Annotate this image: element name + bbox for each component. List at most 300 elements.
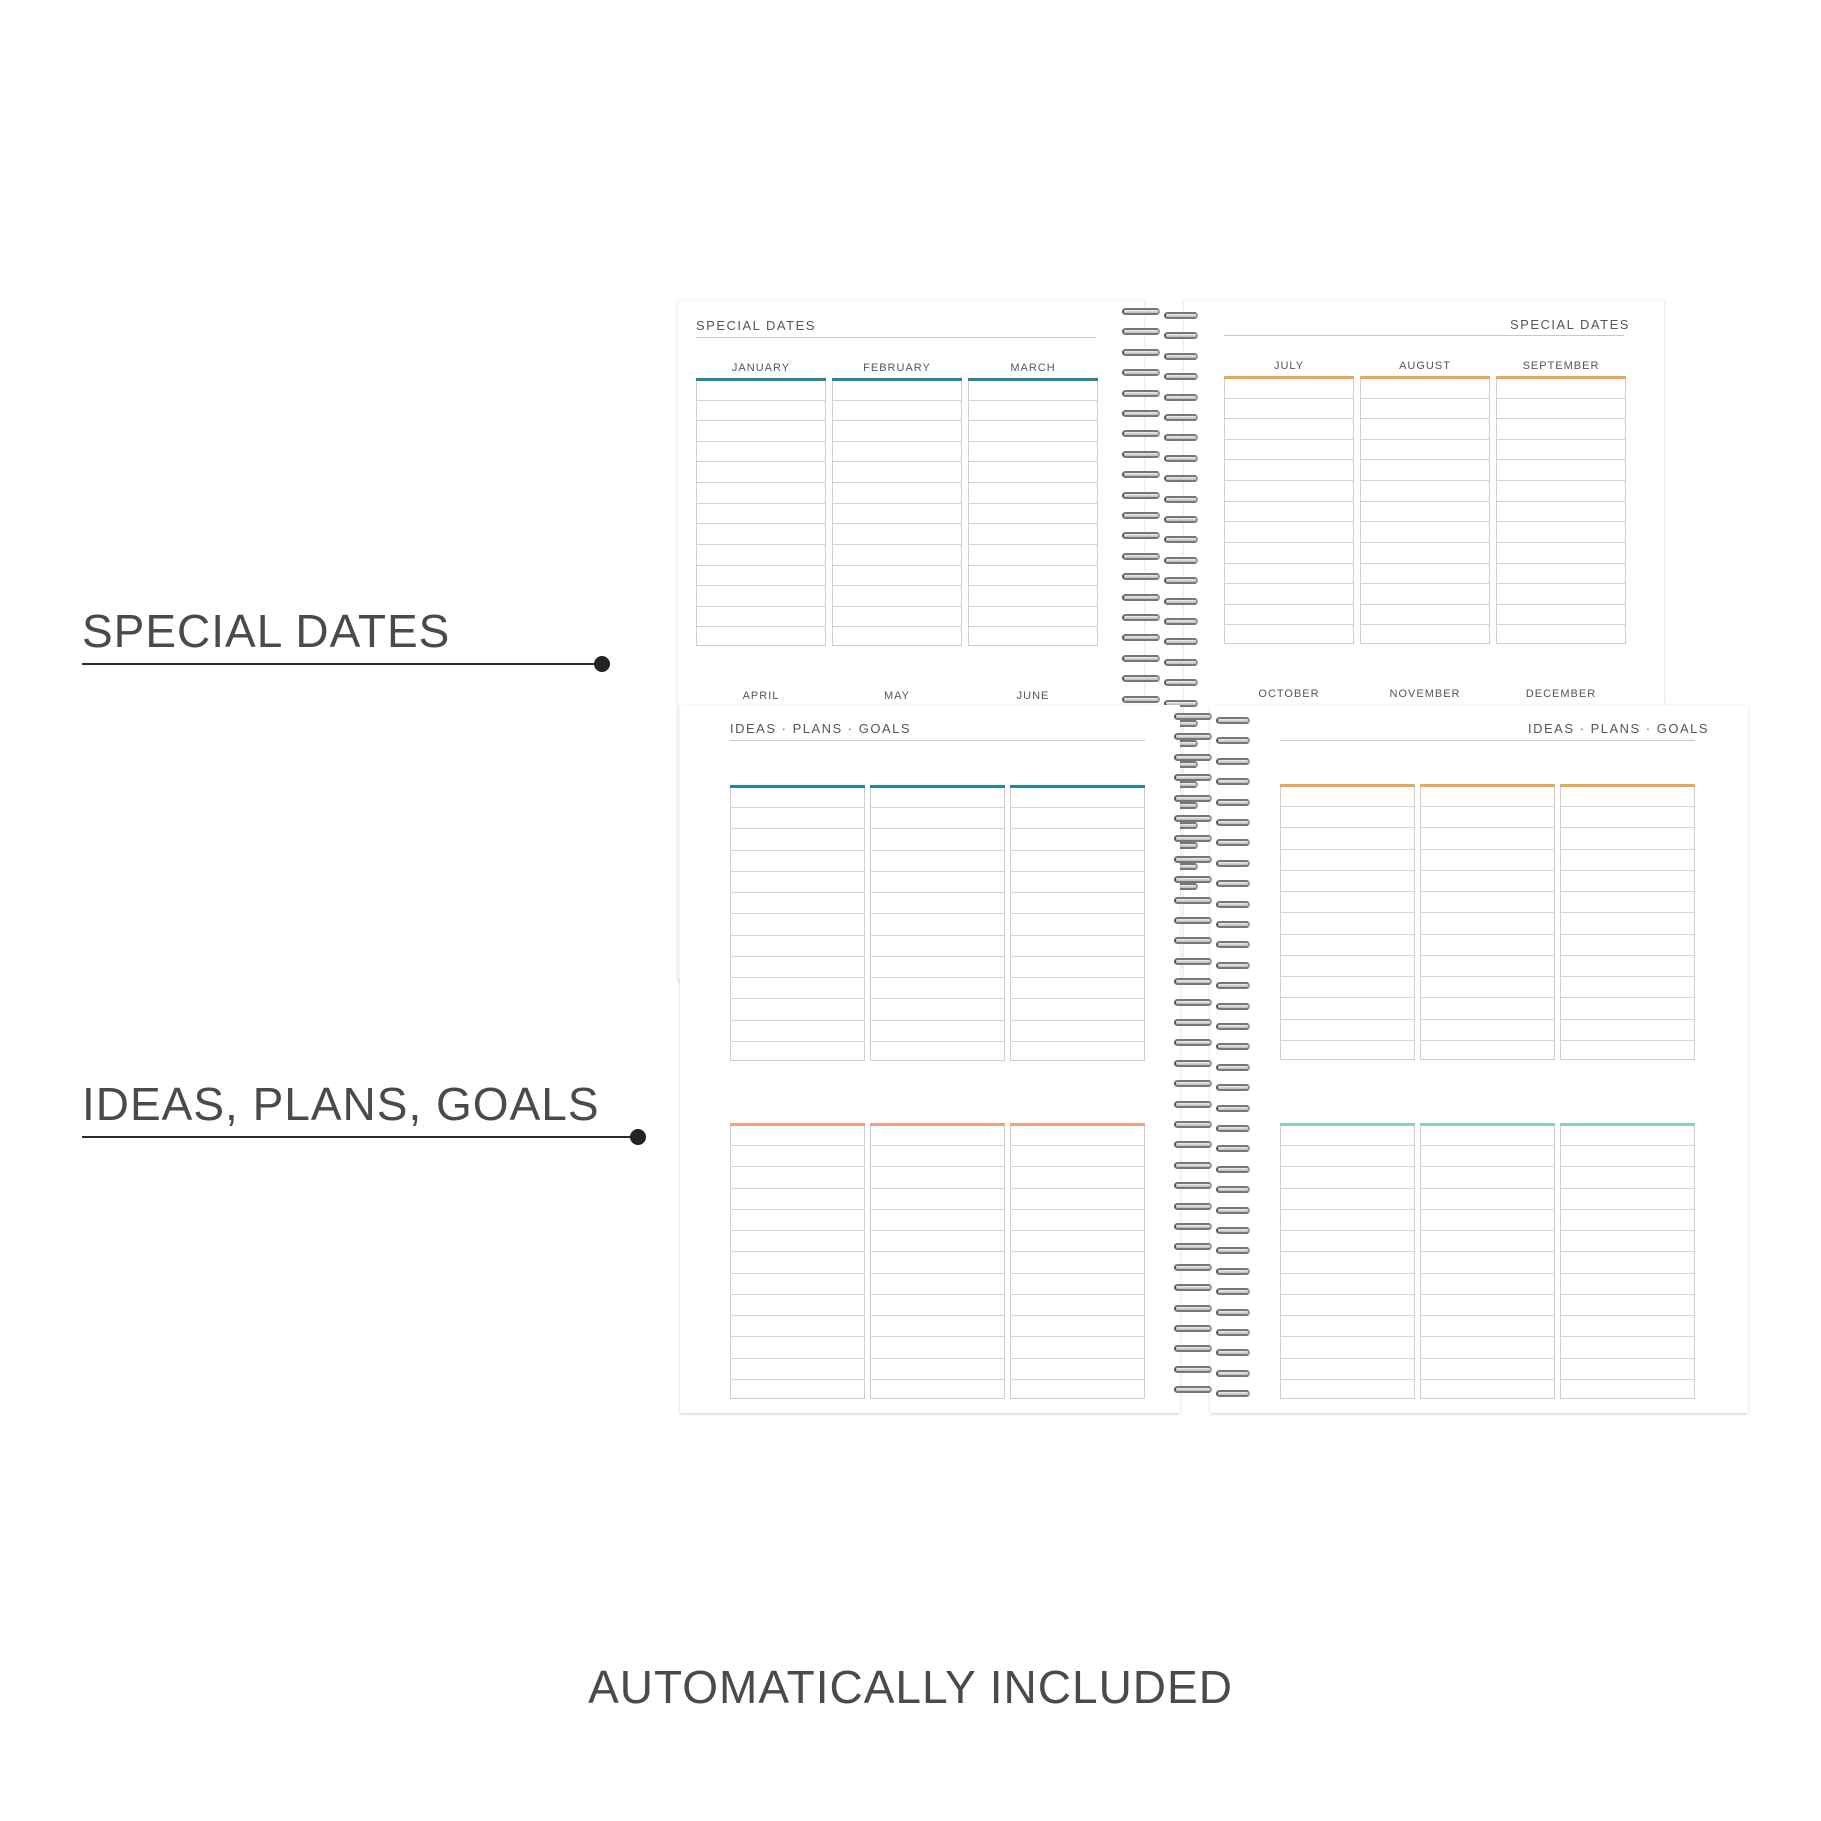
spiral-coil [1122,471,1160,478]
ruled-line [1281,1230,1414,1231]
ruled-line [1561,891,1694,892]
spiral-coil [1216,982,1250,989]
spiral-coil [1122,614,1160,621]
ruled-line [1421,806,1554,807]
ruled-line [731,1336,864,1337]
callout-ideas-leader [82,1136,638,1138]
spiral-coil [1216,1329,1250,1336]
ruled-line [1361,542,1489,543]
ruled-line [1421,891,1554,892]
spiral-coil [1122,390,1160,397]
ruled-line [1225,521,1353,522]
special-dates-right-title: SPECIAL DATES [1510,317,1630,332]
ruled-line [871,998,1004,999]
ruled-line [1421,1230,1554,1231]
ruled-line [1561,912,1694,913]
spiral-coil [1164,679,1198,686]
ruled-line [969,420,1097,421]
spiral-coil [1216,1023,1250,1030]
spiral-coil [1164,516,1198,523]
ruled-line [1011,807,1144,808]
ruled-line [833,503,961,504]
ruled-line [697,503,825,504]
spiral-coil [1216,1207,1250,1214]
ruled-line [1561,827,1694,828]
spiral-coil [1216,1043,1250,1050]
spiral-coil [1122,512,1160,519]
ideas-column [1420,1123,1555,1399]
ruled-line [1421,955,1554,956]
ruled-line [1281,1273,1414,1274]
ruled-line [1281,870,1414,871]
ruled-line [1421,1251,1554,1252]
column-accent-bar [1010,1123,1145,1126]
ruled-line [1561,1188,1694,1189]
special-dates-column [1360,376,1490,644]
ruled-line [1497,418,1625,419]
ideas-right-title-rule [1280,740,1695,741]
ruled-line [1011,828,1144,829]
ruled-line [1497,439,1625,440]
special-dates-column [1224,376,1354,644]
spiral-coil [1216,901,1250,908]
callout-special-dates: SPECIAL DATES [82,605,451,657]
ruled-line [1281,1379,1414,1380]
month-label: NOVEMBER [1389,688,1461,700]
spiral-coil [1122,308,1160,315]
spiral-coil [1216,1390,1250,1397]
ruled-line [1361,439,1489,440]
ruled-line [1361,459,1489,460]
ruled-line [871,1166,1004,1167]
spiral-coil [1122,328,1160,335]
ideas-column [730,1123,865,1399]
spiral-coil [1164,618,1198,625]
spiral-coil [1122,430,1160,437]
column-accent-bar [730,785,865,788]
ruled-line [833,461,961,462]
special-dates-column [1496,376,1626,644]
ruled-line [1497,604,1625,605]
column-accent-bar [1560,1123,1695,1126]
ruled-line [731,1251,864,1252]
ruled-line [871,1145,1004,1146]
spiral-coil [1122,573,1160,580]
ruled-line [1011,1166,1144,1167]
ruled-line [1561,806,1694,807]
spiral-coil [1216,717,1250,724]
ruled-line [969,400,1097,401]
spiral-coil [1216,921,1250,928]
ruled-line [1225,501,1353,502]
spiral-coil [1122,451,1160,458]
ruled-line [1281,806,1414,807]
spiral-coil [1122,696,1160,703]
spiral-coil [1216,778,1250,785]
ruled-line [1497,624,1625,625]
spiral-coil [1174,856,1212,863]
spiral-coil [1174,1386,1212,1393]
ruled-line [697,441,825,442]
ideas-column [1280,1123,1415,1399]
ruled-line [833,482,961,483]
ruled-line [1421,1358,1554,1359]
spiral-coil [1216,1268,1250,1275]
ruled-line [1281,1019,1414,1020]
ruled-line [1011,977,1144,978]
ruled-line [871,828,1004,829]
ruled-line [1361,398,1489,399]
ruled-line [1361,624,1489,625]
spiral-coil [1216,1145,1250,1152]
spiral-coil [1174,897,1212,904]
ruled-line [697,606,825,607]
spiral-coil [1174,733,1212,740]
ruled-line [1497,398,1625,399]
spiral-coil [1122,655,1160,662]
ruled-line [731,1188,864,1189]
spiral-coil [1164,332,1198,339]
ruled-line [969,626,1097,627]
ruled-line [1561,1251,1694,1252]
ruled-line [731,956,864,957]
ruled-line [871,1230,1004,1231]
ruled-line [1561,1019,1694,1020]
ruled-line [969,544,1097,545]
ideas-spiral [1170,713,1260,1409]
spiral-coil [1216,1186,1250,1193]
ruled-line [1225,398,1353,399]
spiral-coil [1216,758,1250,765]
ruled-line [1361,480,1489,481]
ruled-line [1561,934,1694,935]
ruled-line [871,1379,1004,1380]
spiral-coil [1174,1366,1212,1373]
ruled-line [731,1379,864,1380]
ruled-line [1561,1273,1694,1274]
ruled-line [1421,1379,1554,1380]
spiral-coil [1216,1309,1250,1316]
ruled-line [833,565,961,566]
spiral-coil [1174,1019,1212,1026]
ruled-line [731,1358,864,1359]
spiral-coil [1174,835,1212,842]
ruled-line [731,1166,864,1167]
spiral-coil [1122,369,1160,376]
ruled-line [871,850,1004,851]
spiral-coil [1174,1203,1212,1210]
ruled-line [833,420,961,421]
ruled-line [1011,913,1144,914]
ruled-line [1421,997,1554,998]
ruled-line [1281,1294,1414,1295]
ruled-line [1421,934,1554,935]
spiral-coil [1174,815,1212,822]
ruled-line [1561,976,1694,977]
ruled-line [1281,1315,1414,1316]
ruled-line [697,482,825,483]
ruled-line [1225,604,1353,605]
spiral-coil [1174,1060,1212,1067]
spiral-coil [1174,1223,1212,1230]
spiral-coil [1122,634,1160,641]
ruled-line [1561,1230,1694,1231]
spiral-coil [1164,434,1198,441]
ruled-line [1011,1145,1144,1146]
ruled-line [1421,912,1554,913]
ruled-line [871,892,1004,893]
spiral-coil [1164,394,1198,401]
ruled-line [1011,1230,1144,1231]
month-label: JULY [1273,360,1305,372]
ruled-line [1011,1209,1144,1210]
ruled-line [1011,998,1144,999]
spiral-coil [1164,455,1198,462]
ruled-line [731,977,864,978]
ideas-column [1560,1123,1695,1399]
ruled-line [871,1273,1004,1274]
column-accent-bar [1496,376,1626,379]
ruled-line [1561,1336,1694,1337]
ruled-line [1011,1294,1144,1295]
ruled-line [1421,1145,1554,1146]
ruled-line [1281,1209,1414,1210]
ruled-line [1497,583,1625,584]
ruled-line [697,400,825,401]
ruled-line [1561,849,1694,850]
ruled-line [1421,870,1554,871]
footer-caption: AUTOMATICALLY INCLUDED [588,1661,1233,1713]
ruled-line [1011,1188,1144,1189]
spiral-coil [1174,1264,1212,1271]
spiral-coil [1174,958,1212,965]
special-dates-left-title-rule [696,337,1096,338]
ideas-left-title-rule [730,740,1145,741]
ruled-line [871,1209,1004,1210]
spiral-coil [1174,1345,1212,1352]
spiral-coil [1216,962,1250,969]
month-label: AUGUST [1399,360,1451,372]
ruled-line [833,441,961,442]
ideas-column [870,785,1005,1061]
ruled-line [1497,501,1625,502]
spiral-coil [1174,1121,1212,1128]
ruled-line [1225,624,1353,625]
ruled-line [731,935,864,936]
spiral-coil [1216,1370,1250,1377]
ruled-line [871,1336,1004,1337]
spiral-coil [1174,1305,1212,1312]
ruled-line [731,998,864,999]
ruled-line [1421,1273,1554,1274]
ruled-line [1011,956,1144,957]
column-accent-bar [1420,784,1555,787]
ruled-line [833,400,961,401]
ruled-line [1421,849,1554,850]
ruled-line [1011,850,1144,851]
spiral-coil [1122,594,1160,601]
column-accent-bar [870,785,1005,788]
callout-special-dates-dot [594,656,610,672]
ruled-line [1361,604,1489,605]
column-accent-bar [968,378,1098,381]
spiral-coil [1216,941,1250,948]
ruled-line [1011,935,1144,936]
ruled-line [1561,1294,1694,1295]
ruled-line [1421,1315,1554,1316]
column-accent-bar [1420,1123,1555,1126]
ruled-line [1561,955,1694,956]
ruled-line [1361,583,1489,584]
spiral-coil [1174,1182,1212,1189]
column-accent-bar [1280,784,1415,787]
ruled-line [731,828,864,829]
spiral-coil [1216,819,1250,826]
ruled-line [1361,418,1489,419]
ruled-line [969,585,1097,586]
ruled-line [1011,892,1144,893]
column-accent-bar [1224,376,1354,379]
special-dates-right-title-rule [1224,335,1624,336]
month-label: FEBRUARY [863,362,931,374]
column-accent-bar [1360,376,1490,379]
month-label: OCTOBER [1258,688,1320,700]
special-dates-column [832,378,962,646]
ruled-line [1497,521,1625,522]
ideas-column [1420,784,1555,1060]
ruled-line [871,935,1004,936]
spiral-coil [1216,860,1250,867]
spiral-coil [1164,353,1198,360]
ruled-line [833,606,961,607]
ruled-line [1281,1145,1414,1146]
ruled-line [731,1273,864,1274]
ruled-line [731,1315,864,1316]
spiral-coil [1122,349,1160,356]
spiral-coil [1174,795,1212,802]
ruled-line [1281,1166,1414,1167]
ruled-line [1225,418,1353,419]
month-label: JUNE [1016,690,1050,702]
ruled-line [1225,439,1353,440]
spiral-coil [1174,937,1212,944]
ruled-line [871,1251,1004,1252]
ruled-line [871,1315,1004,1316]
ruled-line [1281,934,1414,935]
ruled-line [1281,1040,1414,1041]
ruled-line [969,565,1097,566]
special-dates-column [968,378,1098,646]
ruled-line [1281,955,1414,956]
month-label: SEPTEMBER [1522,360,1600,372]
ruled-line [1281,827,1414,828]
callout-ideas-dot [630,1129,646,1145]
spiral-coil [1164,414,1198,421]
ruled-line [1281,912,1414,913]
spiral-coil [1174,1162,1212,1169]
ruled-line [969,482,1097,483]
ruled-line [1421,1019,1554,1020]
ruled-line [697,420,825,421]
ruled-line [871,1188,1004,1189]
spiral-coil [1216,1084,1250,1091]
ruled-line [697,585,825,586]
ruled-line [1421,976,1554,977]
ruled-line [1421,1040,1554,1041]
ruled-line [1421,1209,1554,1210]
ideas-right-title: IDEAS · PLANS · GOALS [1528,721,1710,736]
ruled-line [1011,1379,1144,1380]
ruled-line [697,626,825,627]
ideas-column [1010,1123,1145,1399]
ruled-line [871,1041,1004,1042]
ruled-line [1497,459,1625,460]
ruled-line [969,503,1097,504]
month-label: DECEMBER [1525,688,1597,700]
spiral-coil [1174,999,1212,1006]
ruled-line [833,523,961,524]
ruled-line [1561,1166,1694,1167]
ruled-line [697,461,825,462]
spiral-coil [1216,1349,1250,1356]
spiral-coil [1216,839,1250,846]
callout-special-dates-leader [82,663,602,665]
ruled-line [731,1230,864,1231]
ruled-line [1281,1336,1414,1337]
ruled-line [833,585,961,586]
spiral-coil [1164,536,1198,543]
spiral-coil [1122,675,1160,682]
spiral-coil [1174,1243,1212,1250]
ruled-line [1361,521,1489,522]
ideas-column [870,1123,1005,1399]
spiral-coil [1174,1101,1212,1108]
ideas-column [1560,784,1695,1060]
spiral-coil [1174,713,1212,720]
ruled-line [1225,583,1353,584]
ruled-line [871,913,1004,914]
ruled-line [1281,849,1414,850]
spiral-coil [1174,1284,1212,1291]
ruled-line [1561,1379,1694,1380]
ruled-line [1361,563,1489,564]
ruled-line [731,871,864,872]
ideas-column [1280,784,1415,1060]
spiral-coil [1164,373,1198,380]
ruled-line [1281,1358,1414,1359]
ruled-line [1421,1166,1554,1167]
ruled-line [1421,1294,1554,1295]
spiral-coil [1216,1288,1250,1295]
spiral-coil [1164,638,1198,645]
ruled-line [871,807,1004,808]
spiral-coil [1122,492,1160,499]
ruled-line [731,1294,864,1295]
ruled-line [1011,1041,1144,1042]
ruled-line [697,523,825,524]
ruled-line [1421,1336,1554,1337]
spiral-coil [1164,475,1198,482]
month-label: MARCH [1010,362,1056,374]
spiral-coil [1216,880,1250,887]
ruled-line [1225,459,1353,460]
ruled-line [969,523,1097,524]
ruled-line [1011,1020,1144,1021]
column-accent-bar [1560,784,1695,787]
ruled-line [1421,827,1554,828]
ideas-column [730,785,865,1061]
ruled-line [1011,1251,1144,1252]
